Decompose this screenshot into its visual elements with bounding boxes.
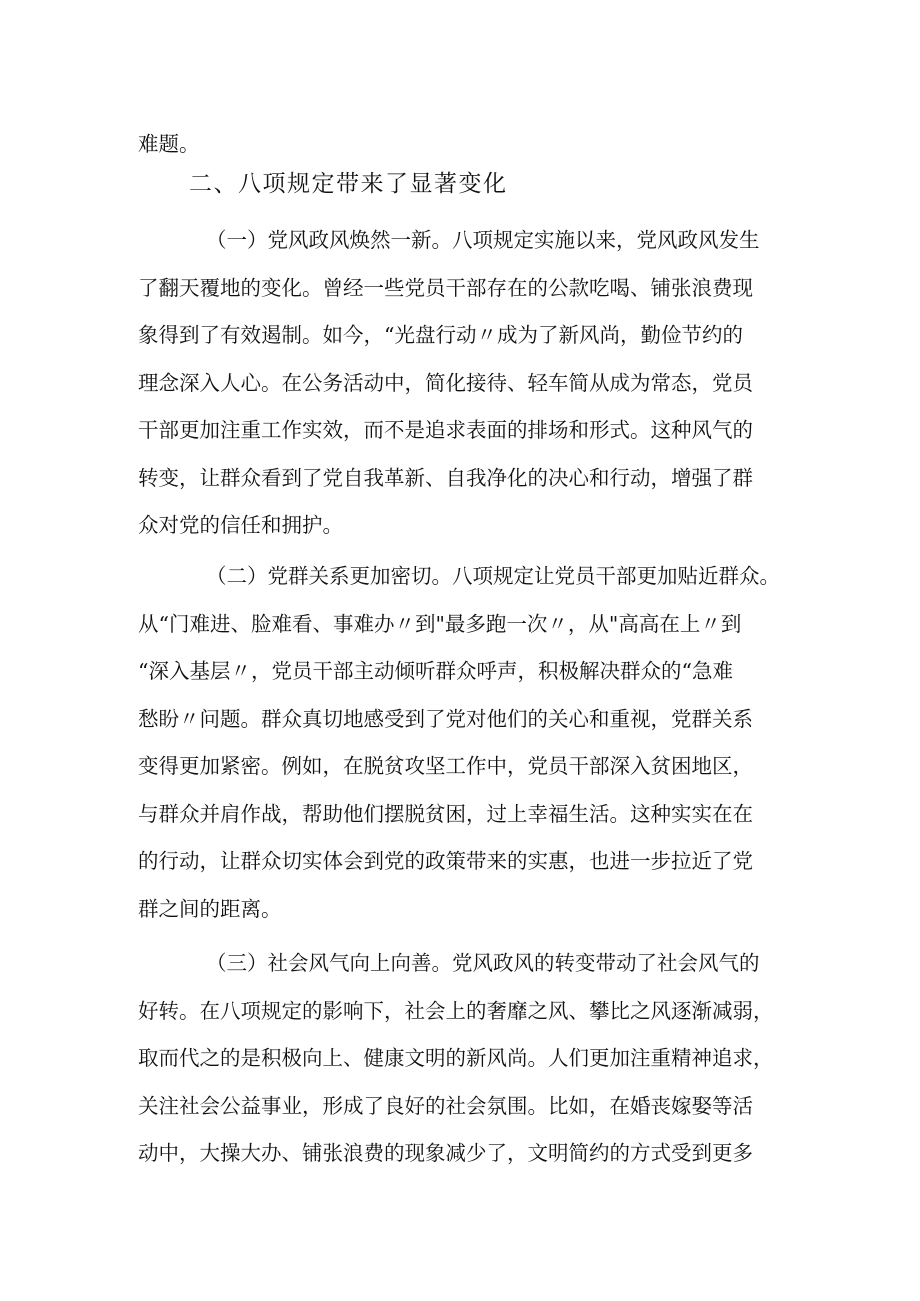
lead-line: 难题。 [138,132,200,156]
paragraph-2 [138,553,788,933]
paragraph-line: 取而代之的是积极向上、健康文明的新风尚。人们更加注重精神追求， [138,1046,774,1070]
paragraph-line: 的行动，让群众切实体会到党的政策带来的实惠，也进一步拉近了党 [138,849,753,873]
paragraph-line: 象得到了有效遏制。如今，“光盘行动〃成为了新风尚，勤俭节约的 [138,323,743,347]
paragraph-line: 关注社会公益事业，形成了良好的社会氛围。比如，在婚丧嫁娶等活 [138,1093,753,1118]
paragraph-3 [138,940,788,1178]
paragraph-line: 干部更加注重工作实效，而不是追求表面的排场和形式。这种风气的 [138,418,753,442]
lead-fragment [138,121,788,169]
paragraph-line: 变得更加紧密。例如，在脱贫攻坚工作中，党员干部深入贫困地区， [138,754,753,778]
paragraph-line: 了翻天覆地的变化。曾经一些党员干部存在的公款吃喝、铺张浪费现 [138,275,753,300]
paragraph-line: 好转。在八项规定的影响下，社会上的奢靡之风、攀比之风逐渐减弱， [138,998,774,1023]
paragraph-line: 动中，大操大办、铺张浪费的现象减少了，文明简约的方式受到更多 [138,1141,753,1165]
paragraph-line: 群之间的距离。 [138,896,282,921]
paragraph-line: “深入基层〃，党员干部主动倾听群众呼声，积极解决群众的“急难 [138,659,733,683]
paragraph-line: 众对党的信任和拥护。 [138,513,343,537]
paragraph-line: （二）党群关系更加密切。八项规定让党员干部更加贴近群众。 [206,564,780,588]
paragraph-line: 愁盼〃问题。群众真切地感受到了党对他们的关心和重视，党群关系 [138,706,753,731]
paragraph-line: 从“门难进、脸难看、事难办〃到"最多跑一次〃，从"高高在上〃到 [138,611,742,636]
paragraph-1 [138,217,788,550]
section-heading: 二、八项规定带来了显著变化 [189,171,508,197]
paragraph-line: 转变，让群众看到了党自我革新、自我净化的决心和行动，增强了群 [138,465,753,490]
paragraph-line: （一）党风政风焕然一新。八项规定实施以来，党风政风发生 [206,228,760,252]
paragraph-line: 与群众并肩作战，帮助他们摆脱贫困，过上幸福生活。这种实实在在 [138,801,753,826]
paragraph-line: （三）社会风气向上向善。党风政风的转变带动了社会风气的 [206,951,760,975]
paragraph-line: 理念深入人心。在公务活动中，简化接待、轻车简从成为常态，党员 [138,370,753,395]
